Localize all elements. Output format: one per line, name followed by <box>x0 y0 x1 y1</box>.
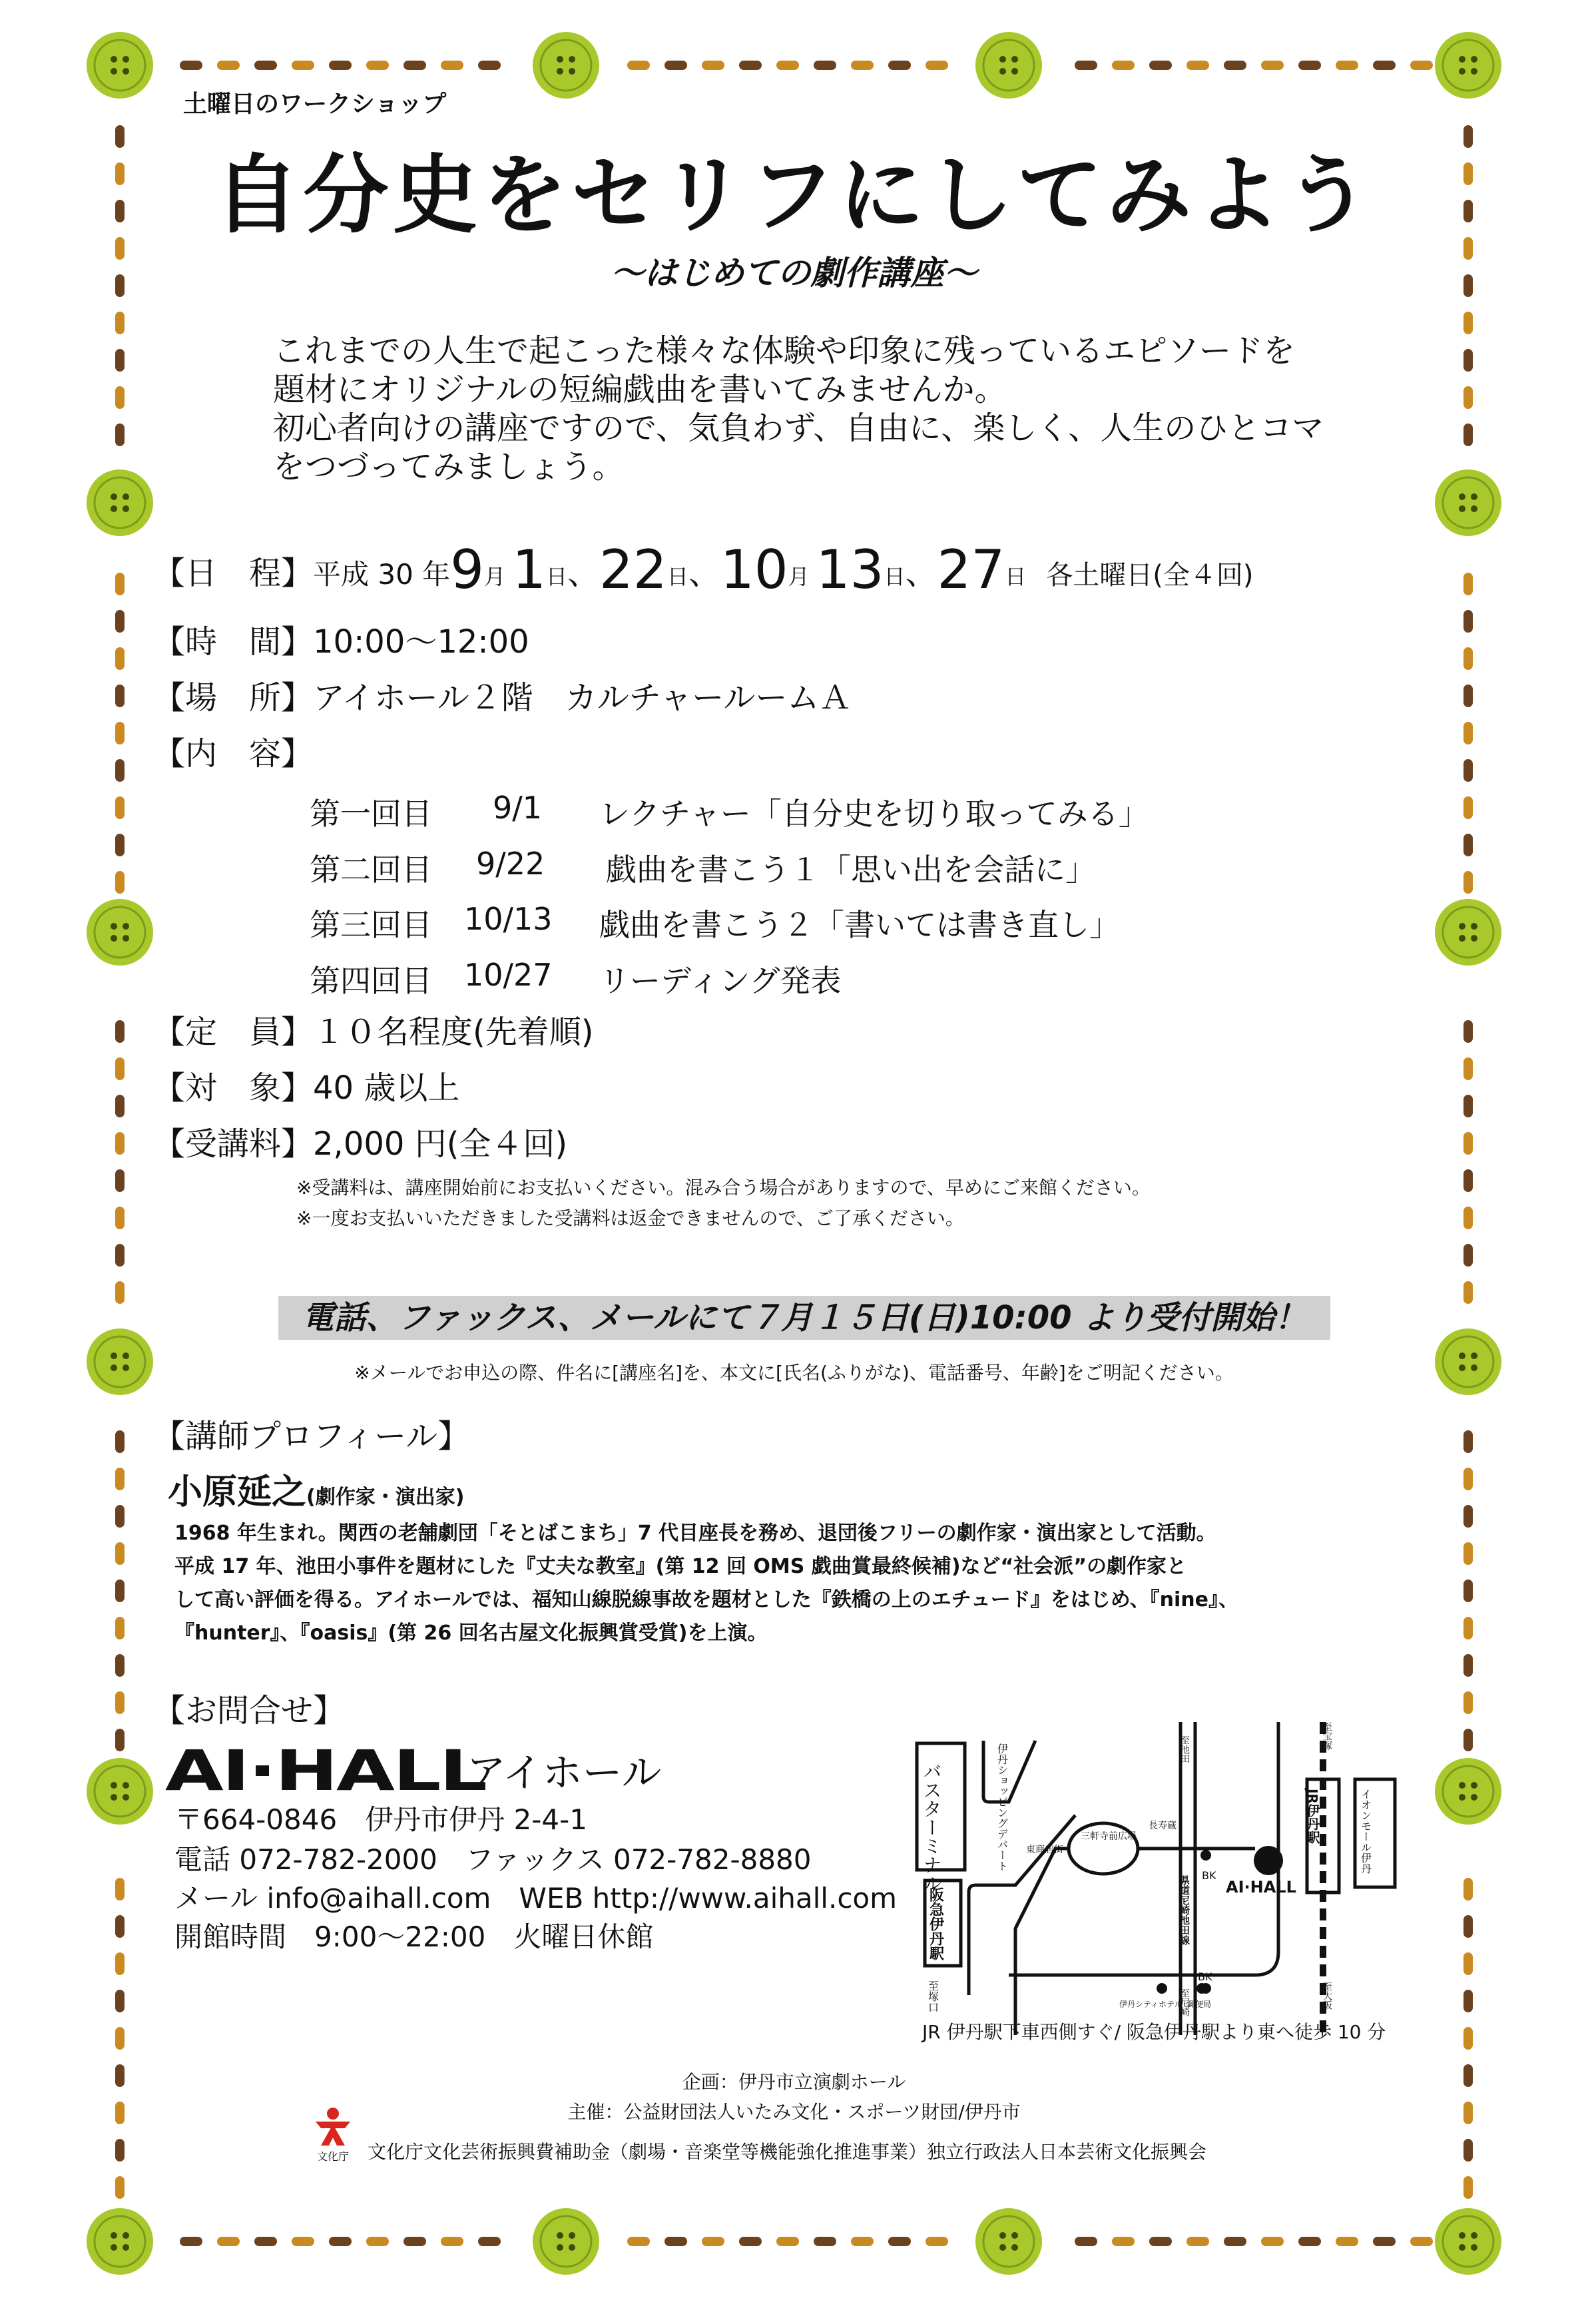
button-ornament <box>87 899 153 966</box>
day-unit: 日 <box>1005 564 1027 589</box>
stitch-mark <box>1463 796 1473 819</box>
fee-note: ※受講料は、講座開始前にお支払いください。混み合う場合がありますので、早めにご来館ください。 <box>296 1177 1151 1199</box>
stitch-mark <box>1261 61 1284 70</box>
stitch-mark <box>739 61 762 70</box>
instructor-name: 小原延之 <box>168 1472 307 1512</box>
schedule-day-2: 22 <box>599 539 667 601</box>
stitch-mark <box>1298 2237 1321 2246</box>
stitch-mark <box>217 61 240 70</box>
time-row <box>153 622 529 662</box>
to-amagasaki-label: 至尼崎 <box>1179 1988 1190 2016</box>
stitch-mark <box>1463 1095 1473 1117</box>
mail-note: ※メールでお申込の際、件名に[講座名]を、本文に[氏名(ふりがな)、電話番号、年齢]をご明記ください。 <box>354 1362 1234 1384</box>
bio-line: 『hunter』、『oasis』(第 26 回名古屋文化振興賞受賞)を上演。 <box>174 1621 768 1645</box>
registration-announcement: 電話、ファックス、メールにて７月１５日(日)10:00 より受付開始！ <box>302 1299 1307 1336</box>
stitch-mark <box>115 573 125 595</box>
aihall-marker <box>1254 1846 1283 1875</box>
capacity-label: 【定 員】 <box>153 1014 314 1051</box>
stitch-mark <box>115 1542 125 1565</box>
day-unit: 日 <box>666 564 688 589</box>
stitch-mark <box>926 2237 948 2246</box>
stitch-mark <box>1112 61 1135 70</box>
stitch-mark <box>441 2237 463 2246</box>
stitch-mark <box>1463 312 1473 334</box>
schedule-suffix: 各土曜日(全４回) <box>1046 560 1254 591</box>
to-osaka-label: 至大阪 <box>1322 1982 1332 2010</box>
bk-label-1: BK <box>1202 1869 1216 1882</box>
post-office-marker <box>1196 1983 1207 1994</box>
stitch-mark <box>115 1654 125 1677</box>
button-ornament <box>975 32 1042 99</box>
stitch-mark <box>1112 2237 1135 2246</box>
button-ornament <box>87 469 153 536</box>
stitch-mark <box>115 1281 125 1304</box>
opening-hours: 開館時間 9:00〜22:00 火曜日休館 <box>174 1920 654 1953</box>
stitch-mark <box>1075 2237 1097 2246</box>
stitch-mark <box>1463 1132 1473 1155</box>
schedule-day-1: 1 <box>512 539 546 601</box>
stitch-mark <box>115 1207 125 1229</box>
shopping-depart-outline <box>983 1741 1035 1802</box>
stitch-mark <box>254 61 277 70</box>
stitch-mark <box>1463 1878 1473 1900</box>
stitch-mark <box>851 61 874 70</box>
bunkacho-logo <box>306 2104 360 2164</box>
bk-marker <box>1200 1850 1211 1861</box>
session-topic: 戯曲を書こう１「思い出を会話に」 <box>606 852 1096 888</box>
bio-line: 1968 年生まれ。関西の老舗劇団「そとばこまち」7 代目座長を務め、退団後フリーの劇作家・演出家として活動。 <box>174 1522 1216 1545</box>
month-unit: 月 <box>788 564 810 589</box>
stitch-mark <box>366 61 389 70</box>
stitch-mark <box>180 2237 202 2246</box>
agency-label: 文化庁 <box>316 2150 350 2163</box>
stitch-mark <box>888 2237 911 2246</box>
stitch-mark <box>926 61 948 70</box>
stitch-mark <box>1463 1430 1473 1453</box>
workshop-kicker: 土曜日のワークショップ <box>183 91 447 118</box>
page-title: 自分史をセリフにしてみよう <box>214 145 1374 245</box>
bio-line: して高い評価を得る。アイホールでは、福知山線脱線事故を題材とした『鉄橋の上のエチュード』をはじめ、『nine』、 <box>174 1588 1238 1611</box>
stitch-mark <box>1463 1691 1473 1714</box>
mail-web: メール info@aihall.com WEB http://www.aihall.com <box>174 1882 898 1914</box>
session-number: 第二回目 <box>310 852 432 888</box>
schedule-month-2: 10 <box>720 539 788 601</box>
stitch-mark <box>776 61 799 70</box>
target-label: 【対 象】 <box>153 1069 314 1107</box>
session-date: 9/22 <box>476 846 545 882</box>
stitch-mark <box>1463 1057 1473 1080</box>
session-topic: 戯曲を書こう２「書いては書き直し」 <box>599 907 1120 943</box>
stitch-mark <box>627 61 650 70</box>
bio-line: 平成 17 年、池田小事件を題材にした『丈夫な教室』(第 12 回 OMS 戯曲賞最終候補)など“社会派”の劇作家と <box>174 1555 1187 1578</box>
planning-credit: 企画：伊丹市立演劇ホール <box>682 2071 906 2093</box>
stitch-mark <box>115 1729 125 1751</box>
button-ornament <box>1435 469 1501 536</box>
post-office-label: 郵便局 <box>1187 2000 1212 2009</box>
stitch-mark <box>115 722 125 744</box>
stitch-mark <box>403 61 426 70</box>
postal-address: 〒664-0846 伊丹市伊丹 2-4-1 <box>174 1803 588 1836</box>
profile-heading: 【講師プロフィール】 <box>153 1418 470 1455</box>
target-row <box>153 1068 459 1108</box>
content-row <box>153 734 313 774</box>
stitch-mark <box>1463 1580 1473 1602</box>
instructor-role: (劇作家・演出家) <box>306 1486 465 1509</box>
stitch-mark <box>115 685 125 707</box>
separator: 、 <box>688 555 720 592</box>
stitch-mark <box>1224 2237 1246 2246</box>
street-west <box>969 1815 1075 1995</box>
stitch-mark <box>115 349 125 372</box>
stitch-mark <box>1463 1617 1473 1639</box>
session-date: 10/13 <box>464 901 553 937</box>
stitch-mark <box>1261 2237 1284 2246</box>
stitch-mark <box>115 312 125 334</box>
stitch-mark <box>1463 1207 1473 1229</box>
stitch-mark <box>1463 573 1473 595</box>
stitch-mark <box>1336 2237 1358 2246</box>
stitch-mark <box>1463 1542 1473 1565</box>
stitch-mark <box>478 2237 501 2246</box>
stitch-mark <box>776 2237 799 2246</box>
hotel-marker <box>1157 1983 1167 1994</box>
stitch-mark <box>1410 61 1433 70</box>
instructor-bio <box>174 1517 1273 1650</box>
stitch-mark <box>115 1132 125 1155</box>
stitch-mark <box>888 61 911 70</box>
refund-note: ※一度お支払いいただきました受講料は返金できませんので、ご了承ください。 <box>296 1207 964 1229</box>
intro-line: これまでの人生で起こった様々な体験や印象に残っているエピソードを <box>273 332 1296 370</box>
intro-line: 初心者向けの講座ですので、気負わず、自由に、楽しく、人生のひとコマ <box>273 410 1324 447</box>
stitch-mark <box>1373 61 1396 70</box>
session-number: 第四回目 <box>310 963 432 999</box>
stitch-mark <box>814 2237 836 2246</box>
jr-station-label: JR伊丹駅 <box>1304 1789 1320 1844</box>
place-label: 【場 所】 <box>153 679 314 717</box>
stitch-mark <box>1463 386 1473 409</box>
bus-terminal-label: バスターミナル <box>920 1762 943 1892</box>
stitch-mark <box>254 2237 277 2246</box>
stitch-mark <box>1187 2237 1209 2246</box>
stitch-mark <box>1463 834 1473 856</box>
stitch-mark <box>1149 61 1172 70</box>
button-ornament <box>1435 1758 1501 1825</box>
schedule-day-4: 27 <box>937 539 1005 601</box>
stitch-mark <box>1463 685 1473 707</box>
month-unit: 月 <box>484 564 506 589</box>
stitch-mark <box>115 1990 125 2012</box>
chojuzo-label: 長寿蔵 <box>1149 1821 1177 1831</box>
button-ornament <box>533 2208 599 2275</box>
stitch-mark <box>1336 61 1358 70</box>
stitch-mark <box>217 2237 240 2246</box>
stitch-mark <box>115 2027 125 2050</box>
stitch-mark <box>115 1952 125 1975</box>
stitch-mark <box>739 2237 762 2246</box>
stitch-mark <box>478 61 501 70</box>
button-ornament <box>1435 32 1501 99</box>
stitch-mark <box>1410 2237 1433 2246</box>
stitch-mark <box>1224 61 1246 70</box>
stitch-mark <box>115 2176 125 2199</box>
stitch-mark <box>851 2237 874 2246</box>
host-credit: 主催：公益財団法人いたみ文化・スポーツ財団/伊丹市 <box>567 2101 1021 2123</box>
stitch-mark <box>1463 1505 1473 1528</box>
intro-line: 題材にオリジナルの短編戯曲を書いてみませんか。 <box>273 371 1007 408</box>
shopping-depart-label: 伊丹ショッピングデパート <box>995 1743 1009 1871</box>
stitch-mark <box>1463 1990 1473 2012</box>
stitch-mark <box>1463 610 1473 633</box>
schedule-label: 【日 程】 <box>153 555 314 592</box>
stitch-mark <box>329 2237 352 2246</box>
stitch-mark <box>1463 1915 1473 1938</box>
schedule-row <box>153 539 1254 601</box>
stitch-mark <box>1463 2176 1473 2199</box>
fee-value: 2,000 円(全４回) <box>313 1125 568 1163</box>
stitch-mark <box>1463 1281 1473 1304</box>
stitch-mark <box>115 1169 125 1192</box>
prefectural-route-label: 県道尼崎池田線 <box>1179 1875 1191 1945</box>
stitch-mark <box>1463 2139 1473 2162</box>
place-row <box>153 678 851 718</box>
schedule-era: 平成 30 年 <box>313 558 451 591</box>
stitch-mark <box>1463 349 1473 372</box>
stitch-mark <box>1373 2237 1396 2246</box>
session-topic: レクチャー「自分史を切り取ってみる」 <box>599 796 1149 832</box>
stitch-mark <box>1463 1244 1473 1267</box>
stitch-mark <box>1463 2027 1473 2050</box>
aeon-label: イオンモール伊丹 <box>1359 1789 1372 1874</box>
schedule-month-1: 9 <box>450 539 485 601</box>
content-label: 【内 容】 <box>153 735 314 772</box>
day-unit: 日 <box>546 564 568 589</box>
intro-line: をつづってみましょう。 <box>273 448 625 485</box>
instructor-name-line <box>168 1464 464 1514</box>
stitch-mark <box>115 1505 125 1528</box>
stitch-mark <box>115 1915 125 1938</box>
stitch-mark <box>1075 61 1097 70</box>
stitch-mark <box>115 386 125 409</box>
aihall-logo: AI·HALL <box>165 1738 486 1803</box>
place-value: アイホール２階 カルチャールームＡ <box>313 679 852 717</box>
stitch-mark <box>115 1430 125 1453</box>
stitch-mark <box>441 61 463 70</box>
stitch-mark <box>702 2237 724 2246</box>
day-unit: 日 <box>884 564 906 589</box>
stitch-mark <box>115 1244 125 1267</box>
to-takarazuka-label: 至宝塚 <box>1322 1722 1332 1750</box>
stitch-mark <box>1463 1654 1473 1677</box>
stitch-mark <box>115 1020 125 1043</box>
stitch-mark <box>1463 1169 1473 1192</box>
stitch-mark <box>1463 759 1473 782</box>
stitch-mark <box>702 61 724 70</box>
session-date: 9/1 <box>493 790 543 826</box>
target-value: 40 歳以上 <box>313 1069 460 1107</box>
hankyu-label: 阪急伊丹駅 <box>927 1887 944 1960</box>
capacity-value: １０名程度(先着順) <box>313 1014 594 1051</box>
tosho-label: 東商店街 <box>1026 1845 1063 1855</box>
stitch-mark <box>115 1691 125 1714</box>
to-tsukaguchi-label: 至塚口 <box>926 1980 939 2012</box>
stitch-mark <box>115 647 125 670</box>
stitch-mark <box>115 610 125 633</box>
map-aihall-label: AI·HALL <box>1226 1878 1296 1896</box>
access-map <box>909 1722 1402 2035</box>
stitch-mark <box>115 2139 125 2162</box>
stitch-mark <box>627 2237 650 2246</box>
stitch-mark <box>1463 1729 1473 1751</box>
session-date: 10/27 <box>464 957 553 993</box>
button-ornament <box>87 32 153 99</box>
time-value: 10:00〜12:00 <box>313 623 529 661</box>
to-ikeda-label: 至池田 <box>1179 1735 1190 1763</box>
time-label: 【時 間】 <box>153 623 314 661</box>
stitch-mark <box>664 2237 687 2246</box>
stitch-mark <box>180 61 202 70</box>
sankenji-label: 三軒寺前広場 <box>1081 1831 1137 1842</box>
stitch-mark <box>115 1095 125 1117</box>
stitch-mark <box>115 759 125 782</box>
session-number: 第三回目 <box>310 907 432 943</box>
button-ornament <box>87 1758 153 1825</box>
stitch-mark <box>1463 1020 1473 1043</box>
stitch-mark <box>115 1468 125 1490</box>
stitch-mark <box>292 2237 314 2246</box>
stitch-mark <box>115 871 125 894</box>
stitch-mark <box>1149 2237 1172 2246</box>
stitch-mark <box>115 424 125 446</box>
stitch-mark <box>1463 1952 1473 1975</box>
capacity-row <box>153 1012 593 1052</box>
city-hotel-label: 伊丹シティホテル <box>1119 2000 1183 2009</box>
button-ornament <box>1435 2208 1501 2275</box>
stitch-mark <box>1463 647 1473 670</box>
stitch-mark <box>366 2237 389 2246</box>
stitch-mark <box>814 61 836 70</box>
intro-paragraph <box>273 332 1445 486</box>
grant-credit: 文化庁文化芸術振興費補助金（劇場・音楽堂等機能強化推進事業）独立行政法人日本芸術文化振興会 <box>368 2141 1207 2163</box>
stitch-mark <box>1463 871 1473 894</box>
button-ornament <box>1435 899 1501 966</box>
stitch-mark <box>115 1617 125 1639</box>
stitch-mark <box>329 61 352 70</box>
stitch-mark <box>115 1878 125 1900</box>
stitch-mark <box>1463 1468 1473 1490</box>
contact-heading: 【お問合せ】 <box>153 1692 346 1729</box>
stitch-mark <box>664 61 687 70</box>
button-ornament <box>87 2208 153 2275</box>
stitch-mark <box>1187 61 1209 70</box>
map-caption: JR 伊丹駅下車西側すぐ/ 阪急伊丹駅より東へ徒歩 10 分 <box>922 2021 1386 2043</box>
fee-label: 【受講料】 <box>153 1125 314 1163</box>
stitch-mark <box>292 61 314 70</box>
stitch-mark <box>115 1580 125 1602</box>
aihall-name-kana: アイホール <box>466 1750 662 1797</box>
separator: 、 <box>567 555 600 592</box>
session-topic: リーディング発表 <box>599 963 842 999</box>
phone-fax: 電話 072-782-2000 ファックス 072-782-8880 <box>174 1843 812 1876</box>
page-subtitle: 〜はじめての劇作講座〜 <box>611 253 977 292</box>
stitch-mark <box>1463 424 1473 446</box>
stitch-mark <box>115 796 125 819</box>
stitch-mark <box>115 1057 125 1080</box>
stitch-mark <box>403 2237 426 2246</box>
stitch-mark <box>1463 722 1473 744</box>
session-number: 第一回目 <box>310 796 432 832</box>
button-ornament <box>975 2208 1042 2275</box>
fee-row <box>153 1124 567 1164</box>
schedule-day-3: 13 <box>816 539 884 601</box>
stitch-mark <box>115 834 125 856</box>
separator: 、 <box>905 555 937 592</box>
bk-label-2: BK <box>1198 1970 1212 1983</box>
button-ornament <box>533 32 599 99</box>
stitch-mark <box>1298 61 1321 70</box>
